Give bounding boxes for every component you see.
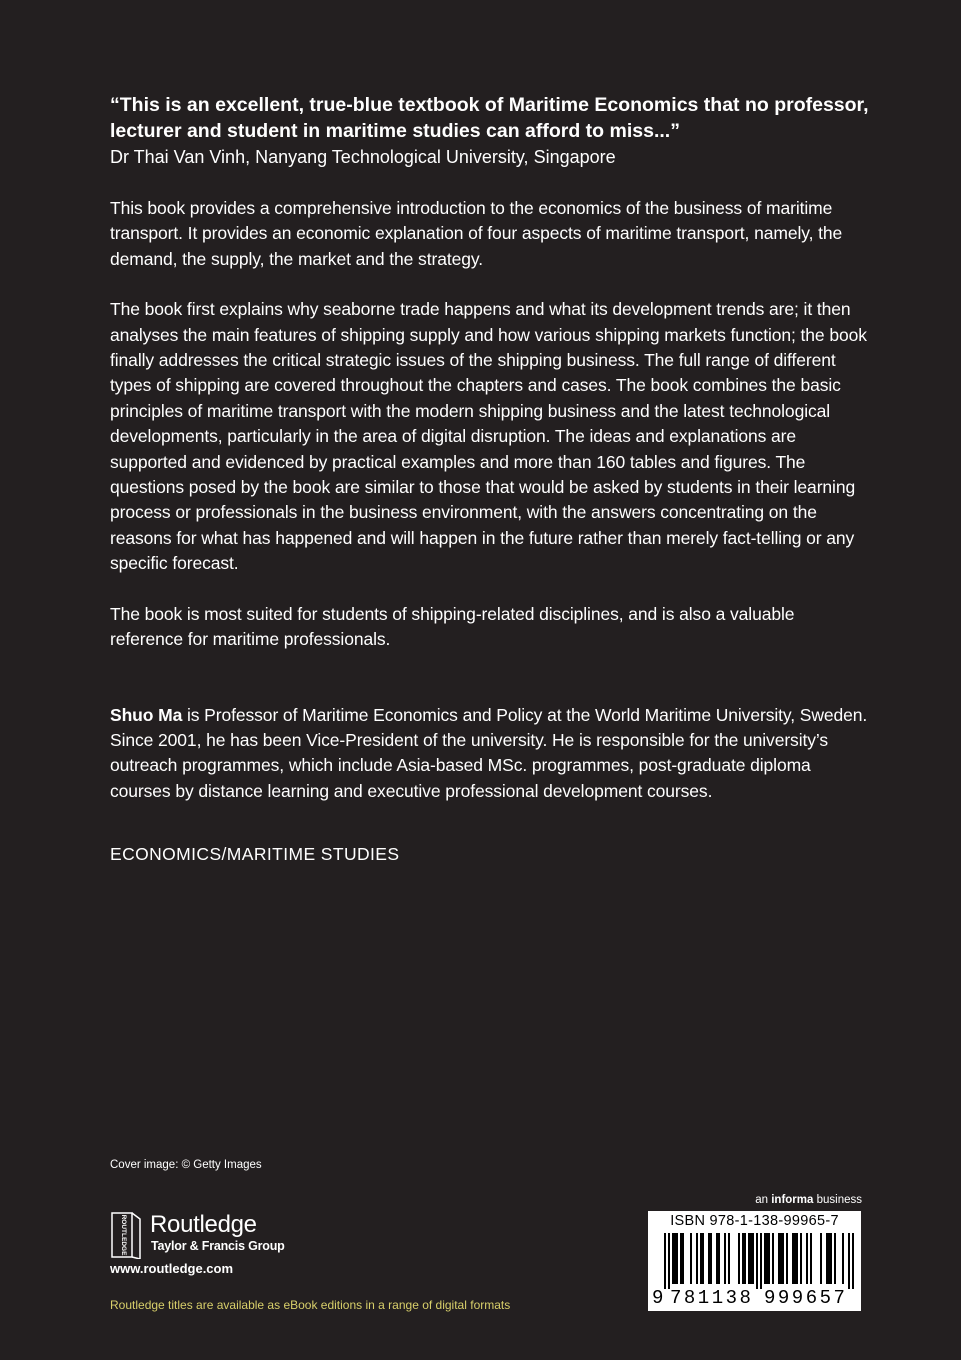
- informa-prefix: an: [755, 1194, 772, 1206]
- informa-brand: informa: [771, 1194, 814, 1206]
- barcode-bar: [806, 1233, 808, 1284]
- barcode-bar: [668, 1233, 670, 1289]
- description-paragraph-2: The book first explains why seaborne trade happens and what its development trends are; it then analyses the main features of shipping supply and how various shipping markets function; the book finally addresses the critical strategic issues of the shipping business. The full range of different types of shipping are covered throughout the chapters and cases. The book combines the basic principles of maritime transport with the modern shipping business and the latest technological developments, particularly in the area of digital disruption. The ideas and explanations are supported and evidenced by practical examples and more than 160 tables and figures. The questions posed by the book are similar to those that would be asked by students in their learning process or professionals in the business environment, with the answers concentrating on the reasons for what has happened and will happen in the future rather than merely fact-telling or any specific forecast.: [110, 299, 867, 574]
- barcode-digits-right: 999657: [764, 1287, 848, 1309]
- barcode-bar: [756, 1233, 758, 1289]
- barcode-bar: [768, 1233, 770, 1284]
- barcode-bar: [700, 1233, 702, 1284]
- barcode-bar: [738, 1233, 740, 1284]
- barcode-bar: [764, 1233, 766, 1284]
- barcode-bar: [810, 1233, 812, 1284]
- author-bio: [110, 703, 870, 805]
- publisher-group: Taylor & Francis Group: [151, 1239, 285, 1253]
- barcode-bar: [702, 1233, 704, 1284]
- publisher-name: Routledge: [150, 1211, 257, 1238]
- author-name: Shuo Ma: [110, 704, 183, 725]
- barcode-bar: [748, 1233, 750, 1284]
- barcode-bar: [750, 1233, 752, 1284]
- cover-image-credit: Cover image: © Getty Images: [110, 1159, 262, 1171]
- barcode-bar: [800, 1233, 802, 1284]
- barcode-bar: [826, 1233, 828, 1284]
- description-paragraph-3: The book is most suited for students of shipping-related disciplines, and is also a valuable reference for maritime professionals.: [110, 603, 795, 650]
- barcode-bar: [728, 1233, 730, 1284]
- barcode-bar: [796, 1233, 798, 1284]
- author-bio-text: is Professor of Maritime Economics and Policy at the World Maritime University, Sweden. Since 2001, he has been Vice-President of the university. He is responsible for the university’s outreach programmes, which include Asia-based MSc. programmes, post-graduate diploma courses by distance learning and executive professional development courses.: [110, 704, 868, 801]
- barcode-bar: [766, 1233, 768, 1284]
- barcode-bar: [696, 1233, 698, 1284]
- back-cover-text: [110, 92, 870, 865]
- barcode-digit-first: 9: [652, 1287, 664, 1309]
- informa-business-label: [755, 1194, 862, 1206]
- barcode-bar: [780, 1233, 782, 1284]
- barcode-bar: [792, 1233, 794, 1284]
- barcode-bar: [690, 1233, 692, 1284]
- barcode-bar: [852, 1233, 854, 1289]
- barcode-bar: [848, 1233, 850, 1289]
- barcode-bar: [830, 1233, 832, 1284]
- barcode-bar: [708, 1233, 710, 1284]
- barcode-bar: [782, 1233, 784, 1284]
- publisher-url: www.routledge.com: [110, 1261, 234, 1276]
- barcode-bar: [752, 1233, 754, 1284]
- barcode-bar: [672, 1233, 674, 1284]
- barcode-bar: [682, 1233, 684, 1284]
- isbn-barcode: [648, 1211, 861, 1311]
- barcode-bars: [664, 1233, 854, 1289]
- barcode-bar: [794, 1233, 796, 1284]
- barcode-bar: [828, 1233, 830, 1284]
- isbn-label: ISBN 978-1-138-99965-7: [670, 1213, 839, 1229]
- barcode-bar: [760, 1233, 762, 1289]
- barcode-bar: [772, 1233, 774, 1284]
- barcode-bar: [744, 1233, 746, 1284]
- barcode-bar: [664, 1233, 666, 1289]
- subject-category: ECONOMICS/MARITIME STUDIES: [110, 844, 400, 865]
- barcode-bar: [680, 1233, 682, 1284]
- barcode-bar: [786, 1233, 788, 1284]
- review-attribution: Dr Thai Van Vinh, Nanyang Technological University, Singapore: [110, 147, 616, 167]
- barcode-bar: [710, 1233, 712, 1284]
- barcode-bar: [742, 1233, 744, 1284]
- description-paragraph-1: This book provides a comprehensive introduction to the economics of the business of maritime transport. It provides an economic explanation of four aspects of maritime transport, namely, the demand, the supply, the market and the strategy.: [110, 198, 843, 269]
- barcode-bar: [842, 1233, 844, 1284]
- routledge-logo: [110, 1211, 310, 1259]
- review-quote: “This is an excellent, true-blue textbook of Maritime Economics that no professor, lecturer and student in maritime studies can afford to miss...”: [110, 94, 869, 142]
- barcode-bar: [674, 1233, 676, 1284]
- barcode-digits-left: 781138: [670, 1287, 754, 1309]
- barcode-bar: [676, 1233, 678, 1284]
- barcode-bar: [716, 1233, 718, 1284]
- barcode-bar: [724, 1233, 726, 1284]
- logo-icon-text: ROUTLEDGE: [120, 1214, 127, 1256]
- ebook-note: Routledge titles are available as eBook editions in a range of digital formats: [110, 1298, 511, 1312]
- barcode-bar: [834, 1233, 836, 1284]
- informa-suffix: business: [813, 1194, 862, 1206]
- barcode-bar: [778, 1233, 780, 1284]
- barcode-bar: [820, 1233, 822, 1284]
- barcode-bar: [718, 1233, 720, 1284]
- routledge-logo-icon: [110, 1211, 142, 1259]
